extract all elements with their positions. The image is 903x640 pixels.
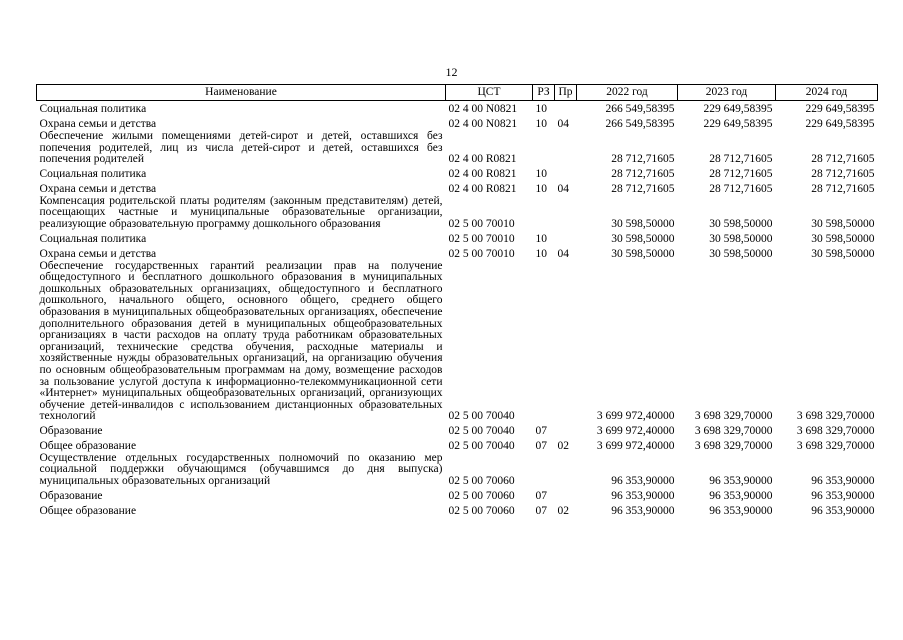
row-cst: 02 5 00 70010	[448, 247, 515, 260]
row-pr	[555, 423, 577, 438]
row-name: Осуществление отдельных государственных полномочий по оказанию мер социальной поддержки обучающимся (обучавшимся до дня выпуска) муниципальных образовательных организаций	[39, 451, 443, 488]
row-cst: 02 5 00 70040	[448, 410, 515, 423]
row-name: Социальная политика	[39, 168, 147, 181]
row-2022: 266 549,58395	[605, 103, 675, 116]
row-rz: 10	[535, 168, 547, 181]
row-2022: 30 598,50000	[611, 247, 675, 260]
row-cst: 02 5 00 70060	[448, 475, 515, 488]
row-2022: 28 712,71605	[611, 168, 675, 181]
header-cst: ЦСТ	[446, 85, 533, 101]
table-row	[37, 438, 878, 453]
row-2023: 96 353,90000	[709, 505, 773, 518]
row-2022: 3 699 972,40000	[596, 440, 675, 453]
row-2024: 30 598,50000	[811, 247, 875, 260]
row-2022: 3 699 972,40000	[596, 410, 675, 423]
row-2022: 266 549,58395	[605, 118, 675, 131]
header-2023: 2023 год	[678, 85, 776, 101]
row-name: Социальная политика	[39, 232, 147, 245]
row-2023: 30 598,50000	[709, 232, 773, 245]
header-name: Наименование	[37, 85, 446, 101]
row-rz: 07	[535, 490, 547, 503]
row-name: Образование	[39, 490, 103, 503]
row-2022: 3 699 972,40000	[596, 425, 675, 438]
row-cst: 02 4 00 N0821	[448, 118, 518, 131]
row-pr: 04	[557, 118, 569, 131]
row-cst: 02 5 00 70010	[448, 232, 515, 245]
row-rz: 07	[535, 440, 547, 453]
row-2024: 229 649,58395	[805, 118, 875, 131]
row-pr: 04	[557, 183, 569, 196]
row-2024: 28 712,71605	[811, 183, 875, 196]
row-2023: 96 353,90000	[709, 475, 773, 488]
row-2022: 30 598,50000	[611, 232, 675, 245]
row-2024: 30 598,50000	[811, 232, 875, 245]
row-2024: 3 698 329,70000	[796, 440, 875, 453]
row-2022: 30 598,50000	[611, 217, 675, 230]
header-2024: 2024 год	[776, 85, 878, 101]
row-2023: 229 649,58395	[703, 103, 773, 116]
row-rz: 10	[535, 232, 547, 245]
row-rz	[533, 131, 555, 166]
header-2022: 2022 год	[577, 85, 678, 101]
row-2023: 28 712,71605	[709, 153, 773, 166]
row-pr	[555, 453, 577, 488]
table-row	[37, 231, 878, 246]
row-pr	[555, 488, 577, 503]
row-2024: 229 649,58395	[805, 103, 875, 116]
row-cst: 02 5 00 70060	[448, 505, 515, 518]
row-name: Компенсация родительской платы родителям (законным представителям) детей, посещающих частные и муниципальные образовательные организации, реализующие образовательную программу дошкольного образования	[39, 194, 443, 230]
row-2024: 96 353,90000	[811, 490, 875, 503]
row-2024: 3 698 329,70000	[796, 410, 875, 423]
row-pr	[555, 166, 577, 181]
row-2022: 28 712,71605	[611, 183, 675, 196]
table-row	[37, 181, 878, 196]
table-row	[37, 261, 878, 423]
row-name: Охрана семьи и детства	[39, 183, 157, 196]
row-2022: 96 353,90000	[611, 475, 675, 488]
row-cst: 02 4 00 R0821	[448, 153, 517, 166]
row-rz: 10	[535, 103, 547, 116]
header-rz: РЗ	[533, 85, 555, 101]
row-cst: 02 5 00 70060	[448, 490, 515, 503]
table-row	[37, 423, 878, 438]
table-row	[37, 101, 878, 117]
row-name: Общее образование	[39, 440, 137, 453]
row-cst: 02 4 00 R0821	[448, 168, 517, 181]
row-name: Обеспечение жилыми помещениями детей-сирот и детей, оставшихся без попечения родителей, лиц из числа детей-сирот и детей, оставшихся без попечения родителей	[39, 130, 443, 166]
row-rz: 10	[535, 118, 547, 131]
row-2023: 30 598,50000	[709, 217, 773, 230]
page-number: 12	[445, 65, 458, 79]
table-header-row	[37, 85, 878, 101]
row-pr	[555, 131, 577, 166]
row-2023: 229 649,58395	[703, 118, 773, 131]
row-name: Охрана семьи и детства	[39, 247, 157, 260]
row-2024: 28 712,71605	[811, 168, 875, 181]
row-2022: 96 353,90000	[611, 505, 675, 518]
row-2022: 28 712,71605	[611, 153, 675, 166]
table-row	[37, 488, 878, 503]
table-row	[37, 453, 878, 488]
row-pr: 04	[557, 247, 569, 260]
row-rz: 07	[535, 505, 547, 518]
row-2023: 28 712,71605	[709, 168, 773, 181]
row-2024: 96 353,90000	[811, 475, 875, 488]
row-pr: 02	[557, 505, 569, 518]
row-2023: 30 598,50000	[709, 247, 773, 260]
row-cst: 02 5 00 70010	[448, 217, 515, 230]
table-row	[37, 131, 878, 166]
row-name: Образование	[39, 425, 103, 438]
row-pr	[555, 101, 577, 117]
row-name: Общее образование	[39, 505, 137, 518]
row-2023: 3 698 329,70000	[694, 440, 773, 453]
row-cst: 02 5 00 70040	[448, 425, 515, 438]
table-row	[37, 116, 878, 131]
row-pr: 02	[557, 440, 569, 453]
row-rz	[533, 261, 555, 423]
row-pr	[555, 196, 577, 231]
row-2024: 96 353,90000	[811, 505, 875, 518]
row-cst: 02 4 00 R0821	[448, 183, 517, 196]
row-cst: 02 5 00 70040	[448, 440, 515, 453]
table-row	[37, 246, 878, 261]
row-2023: 28 712,71605	[709, 183, 773, 196]
row-cst: 02 4 00 N0821	[448, 103, 518, 116]
row-rz: 10	[535, 247, 547, 260]
row-2024: 28 712,71605	[811, 153, 875, 166]
row-2024: 3 698 329,70000	[796, 425, 875, 438]
row-2023: 3 698 329,70000	[694, 425, 773, 438]
table-row	[37, 196, 878, 231]
row-2023: 96 353,90000	[709, 490, 773, 503]
header-pr: Пр	[555, 85, 577, 101]
row-rz	[533, 196, 555, 231]
row-2023: 3 698 329,70000	[694, 410, 773, 423]
table-row	[37, 166, 878, 181]
table-row	[37, 503, 878, 518]
row-rz	[533, 453, 555, 488]
row-2024: 30 598,50000	[811, 217, 875, 230]
row-pr	[555, 261, 577, 423]
row-2022: 96 353,90000	[611, 490, 675, 503]
row-name: Обеспечение государственных гарантий реализации прав на получение общедоступного и бесплатного дошкольного образования в муниципальных дошкольных образовательных организациях, общедоступного и бесплатного дошкольного, начального общего, основного общего, среднего общего образования в муниципальных общеобразовательных организациях, обеспечение дополнительного образования детей в муниципальных общеобразовательных организациях в части расходов на оплату труда работникам образовательных организаций, технические средства обучения, расходные материалы и хозяйственные нужды образовательных организаций, на организацию обучения по основным общеобразовательным программам на дому, возмещение расходов за пользование услугой доступа к информационно-телекоммуникационной сети «Интернет» муниципальных общеобразовательных организаций, организующих обучение детей-инвалидов с использованием дистанционных образовательных технологий	[39, 259, 443, 423]
row-rz: 07	[535, 425, 547, 438]
row-name: Охрана семьи и детства	[39, 118, 157, 131]
row-pr	[555, 231, 577, 246]
row-rz: 10	[535, 183, 547, 196]
budget-table	[36, 84, 878, 518]
row-name: Социальная политика	[39, 103, 147, 116]
